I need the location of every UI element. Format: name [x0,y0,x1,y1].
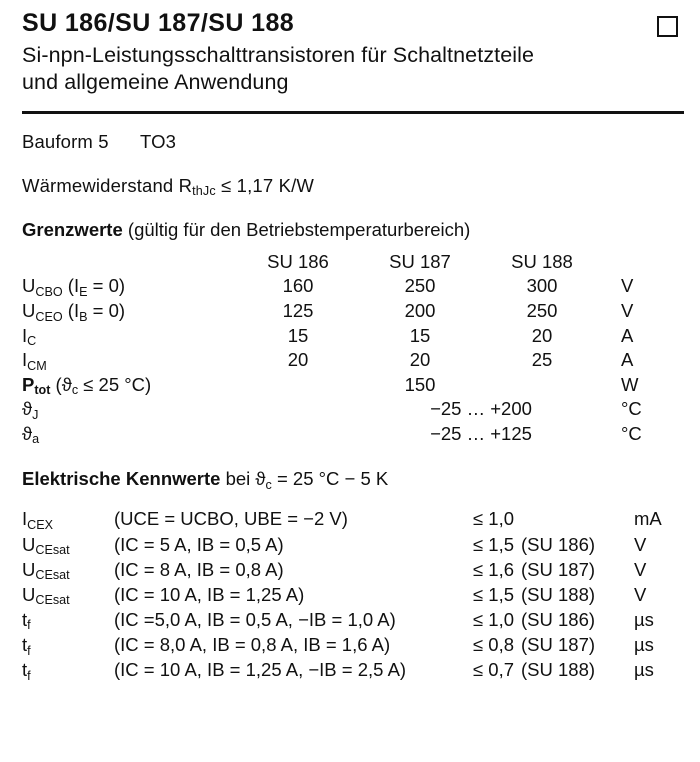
limits-value-su186: 20 [287,349,309,371]
limits-heading-note: (gültig für den Betriebstemperaturbereich) [122,218,471,240]
elec-value: ≤ 0,7 [472,659,514,681]
page-subtitle [0,38,700,97]
electrical-heading-post: = 25 °C − 5 K [271,468,389,490]
condition-post: ≤ 25 °C) [78,373,152,395]
elec-value: ≤ 1,5 [472,533,514,555]
elec-unit: V [634,583,647,605]
table-row [22,532,684,557]
condition-pre: (I [62,275,80,297]
electrical-heading-pre: bei ϑ [220,468,266,490]
symbol-sub: J [32,407,39,422]
table-row [22,506,684,531]
limits-heading-bold: Grenzwerte [22,218,123,240]
limits-row-symbol [22,348,237,373]
elec-value: ≤ 1,0 [472,508,514,530]
symbol-sub: CEX [27,517,54,532]
table-row [22,632,684,657]
elec-symbol [22,632,114,657]
limits-value-su188: 20 [531,324,553,346]
symbol-sub: CBO [35,284,63,299]
electrical-table [22,506,684,682]
electrical-heading-bold: Elektrische Kennwerte [22,468,221,490]
limits-row-symbol [22,397,237,422]
table-row [22,582,684,607]
elec-unit: V [634,533,647,555]
limits-value-su186: 125 [282,300,314,322]
elec-symbol [22,506,114,531]
table-row [22,348,681,373]
symbol-main: U [22,300,36,322]
symbol-sub: CEsat [35,593,70,608]
elec-unit: µs [634,608,654,630]
symbol-main: t [22,659,28,681]
page-subtitle-line2: und allgemeine Anwendung [22,70,289,95]
elec-condition: (UCE = UCBO, UBE = −2 V) [114,508,348,530]
elec-value: ≤ 0,8 [472,634,514,656]
table-row [22,397,681,422]
limits-unit: A [621,349,634,371]
elec-unit: µs [634,659,654,681]
table-row [22,557,684,582]
limits-unit: W [621,373,639,395]
limits-value-su187: 15 [409,324,431,346]
elec-condition: (IC =5,0 A, IB = 0,5 A, −IB = 1,0 A) [114,608,396,630]
table-row [22,422,681,447]
symbol-main: U [22,275,36,297]
limits-row-symbol [22,373,237,398]
limits-header-row [22,250,681,275]
limits-unit: V [621,300,634,322]
symbol-sub: CEsat [35,568,70,583]
condition-post: = 0) [87,300,126,322]
package-value: TO3 [140,130,177,152]
page-title: SU 186/SU 187/SU 188 [22,9,295,37]
elec-unit: mA [634,508,662,530]
limits-value-su188: 300 [526,275,558,297]
table-row [22,607,684,632]
condition-pre: (I [62,300,80,322]
table-row [22,657,684,682]
table-row [22,274,681,299]
elec-type: (SU 186) [521,533,596,555]
limits-value-su188: 25 [531,349,553,371]
elec-type: (SU 187) [521,634,596,656]
header [0,0,700,38]
limits-col-symbol [22,250,237,275]
condition-sub: c [71,383,79,398]
limits-col-unit [603,250,681,275]
limits-value-su188: 250 [526,300,558,322]
elec-symbol [22,582,114,607]
symbol-sub: a [32,432,40,447]
symbol-main: t [22,634,28,656]
electrical-heading-sub: c [265,477,272,492]
symbol-main: U [22,533,36,555]
elec-condition: (IC = 8,0 A, IB = 0,8 A, IB = 1,6 A) [114,634,391,656]
limits-value-su186: 15 [287,324,309,346]
elec-condition: (IC = 10 A, IB = 1,25 A, −IB = 2,5 A) [114,659,407,681]
symbol-sub: tot [34,383,51,398]
symbol-sub: CEO [35,309,63,324]
elec-condition: (IC = 8 A, IB = 0,8 A) [114,558,284,580]
elec-type: (SU 186) [521,608,596,630]
limits-row-symbol [22,422,237,447]
limits-value-range: −25 … +125 [430,422,532,444]
symbol-main: t [22,608,28,630]
condition-sub: E [79,284,88,299]
thermal-resistance-label: Wärmewiderstand R [22,174,193,196]
limits-value-all: 150 [404,373,436,395]
condition-sub: B [79,309,88,324]
symbol-sub: CEsat [35,543,70,558]
elec-condition: (IC = 5 A, IB = 0,5 A) [114,533,284,555]
condition-pre: (ϑ [50,373,72,395]
elec-type: (SU 187) [521,558,596,580]
thermal-resistance-subscript: thJc [192,184,216,199]
symbol-main: I [22,349,28,371]
package-row [22,131,678,153]
limits-value-su187: 250 [404,275,436,297]
limits-table [22,250,681,447]
thermal-resistance-value: ≤ 1,17 K/W [215,174,314,196]
elec-type: (SU 188) [521,659,596,681]
limits-value-range: −25 … +200 [430,398,532,420]
limits-col-su186: SU 186 [267,250,329,272]
elec-symbol [22,557,114,582]
symbol-main: U [22,558,36,580]
elec-value: ≤ 1,5 [472,583,514,605]
symbol-main: U [22,583,36,605]
symbol-sub: f [27,668,31,683]
elec-value: ≤ 1,6 [472,558,514,580]
elec-unit: µs [634,634,654,656]
page-subtitle-line1: Si-npn-Leistungsschalttransistoren für Schaltnetzteile [22,42,535,67]
symbol-main: ϑ [22,398,33,420]
limits-row-symbol [22,299,237,324]
symbol-main: I [22,324,28,346]
elec-unit: V [634,558,647,580]
symbol-main: P [22,373,35,395]
limits-unit: °C [621,398,642,420]
elec-symbol [22,532,114,557]
limits-heading [22,219,678,241]
limits-col-su187: SU 187 [389,250,451,272]
limits-value-su187: 200 [404,300,436,322]
elec-condition: (IC = 10 A, IB = 1,25 A) [114,583,305,605]
limits-value-su186: 160 [282,275,314,297]
table-row [22,324,681,349]
limits-row-symbol [22,324,237,349]
symbol-sub: C [27,334,37,349]
limits-unit: °C [621,422,642,444]
limits-unit: V [621,275,634,297]
table-row [22,373,681,398]
symbol-main: I [22,508,28,530]
limits-row-symbol [22,274,237,299]
thermal-resistance-row [22,175,678,197]
electrical-heading [22,468,678,490]
package-label: Bauform 5 [22,130,109,152]
symbol-sub: CM [27,358,47,373]
symbol-main: ϑ [22,422,33,444]
limits-value-su187: 20 [409,349,431,371]
header-divider [22,111,684,114]
table-row [22,299,681,324]
limits-col-su188: SU 188 [511,250,573,272]
elec-type: (SU 188) [521,583,596,605]
square-marker-icon [657,16,678,37]
elec-symbol [22,657,114,682]
symbol-sub: f [27,643,31,658]
symbol-sub: f [27,618,31,633]
elec-symbol [22,607,114,632]
limits-unit: A [621,324,634,346]
elec-value: ≤ 1,0 [472,608,514,630]
condition-post: = 0) [87,275,126,297]
body [0,131,700,683]
elec-type [514,506,626,531]
